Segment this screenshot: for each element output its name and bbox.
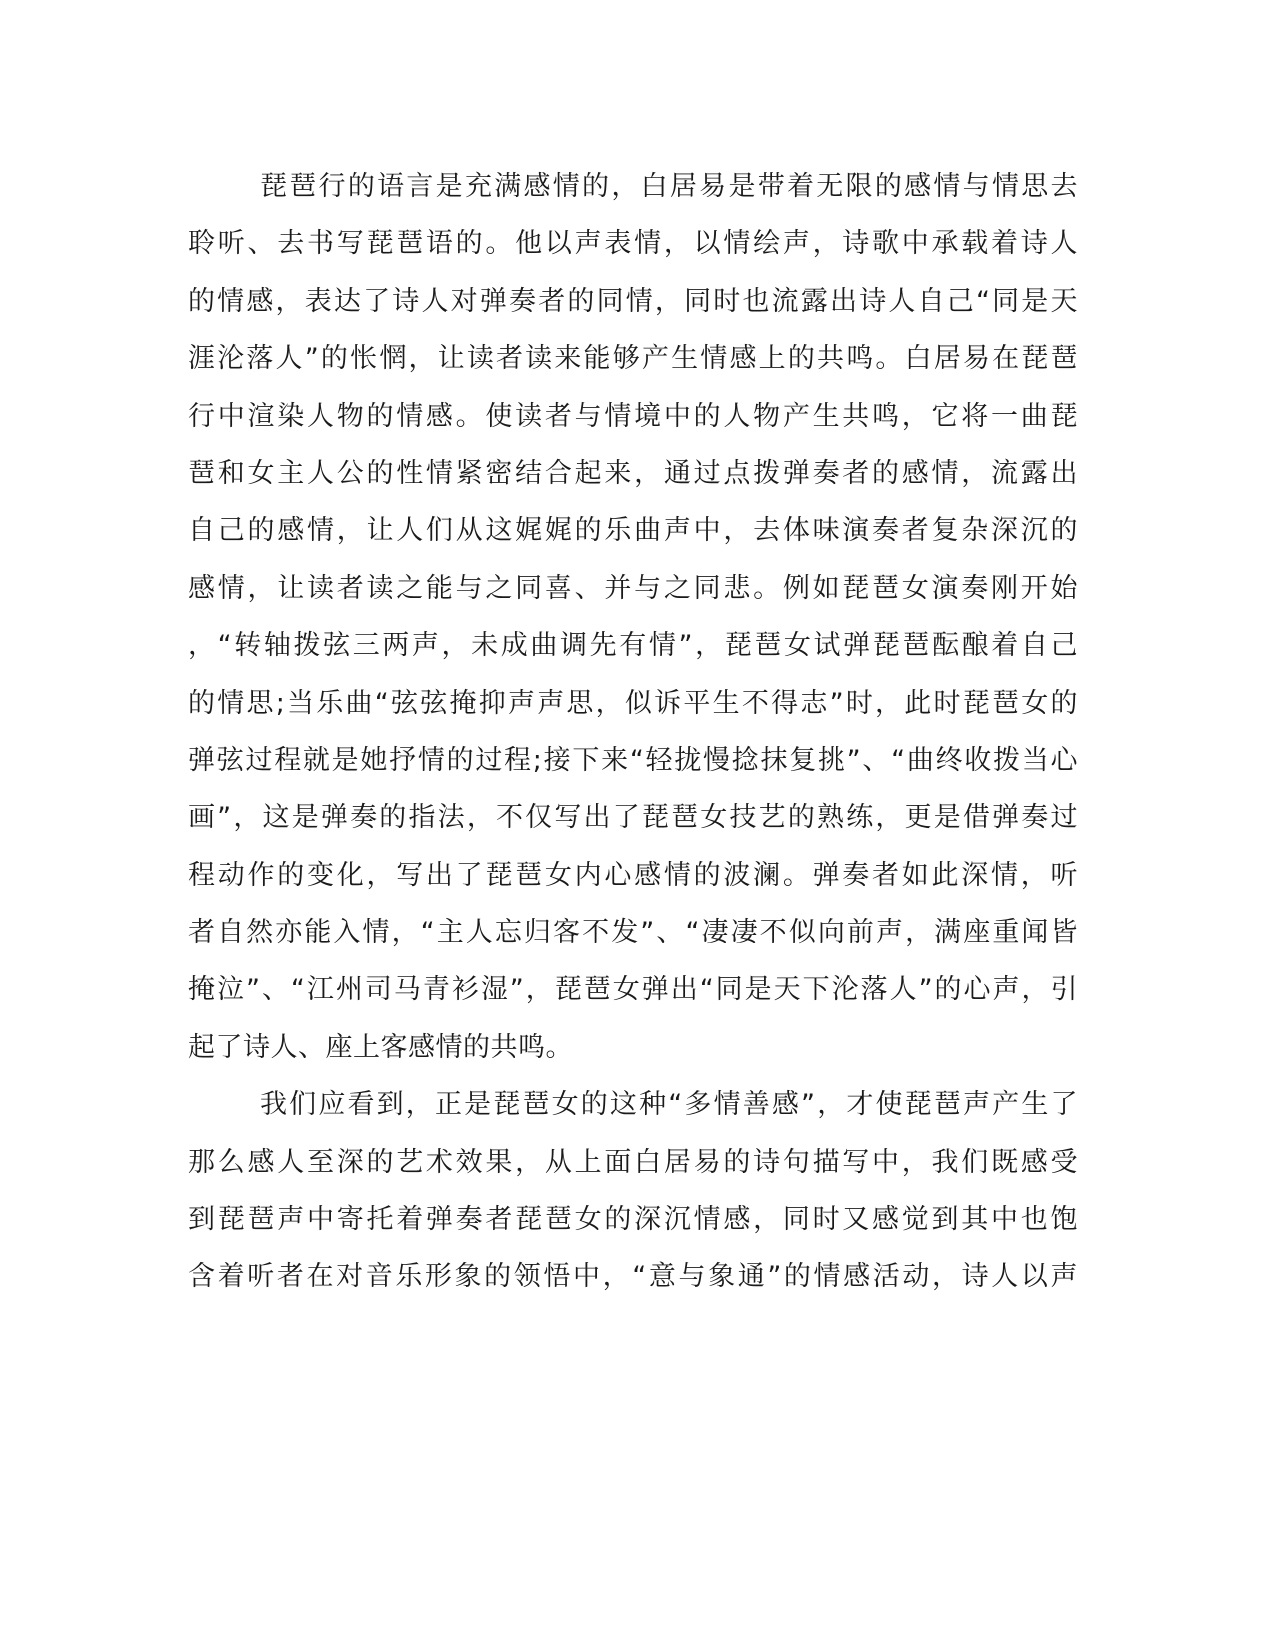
- paragraph-2: [188, 1076, 1078, 1306]
- text-line: 聆听、去书写琵琶语的。他以声表情，以情绘声，诗歌中承载着诗人: [188, 228, 1078, 260]
- document-body: [188, 158, 1078, 1306]
- paragraph-1: [188, 158, 1078, 1076]
- text-line: 涯沦落人”的怅惘，让读者读来能够产生情感上的共鸣。白居易在琵琶: [188, 343, 1078, 375]
- text-line: 掩泣”、“江州司马青衫湿”，琵琶女弹出“同是天下沦落人”的心声，引: [188, 974, 1078, 1006]
- text-line: 感情，让读者读之能与之同喜、并与之同悲。例如琵琶女演奏刚开始: [188, 572, 1078, 604]
- text-line: 的情思;当乐曲“弦弦掩抑声声思，似诉平生不得志”时，此时琵琶女的: [188, 687, 1078, 719]
- text-line: 含着听者在对音乐形象的领悟中，“意与象通”的情感活动，诗人以声: [188, 1261, 1078, 1293]
- text-line: ，“转轴拨弦三两声，未成曲调先有情”，琵琶女试弹琵琶酝酿着自己: [188, 630, 1078, 662]
- text-line: 弹弦过程就是她抒情的过程;接下来“轻拢慢捻抹复挑”、“曲终收拨当心: [188, 744, 1078, 776]
- text-line: 琶和女主人公的性情紧密结合起来，通过点拨弹奏者的感情，流露出: [188, 457, 1078, 489]
- text-line: 者自然亦能入情，“主人忘归客不发”、“凄凄不似向前声，满座重闻皆: [188, 917, 1078, 949]
- text-line: 画”，这是弹奏的指法，不仅写出了琵琶女技艺的熟练，更是借弹奏过: [188, 802, 1078, 834]
- text-line: 琵琶行的语言是充满感情的，白居易是带着无限的感情与情思去: [260, 171, 1078, 202]
- text-line: 行中渲染人物的情感。使读者与情境中的人物产生共鸣，它将一曲琵: [188, 400, 1078, 432]
- text-line: 的情感，表达了诗人对弹奏者的同情，同时也流露出诗人自己“同是天: [188, 285, 1078, 317]
- text-line: 我们应看到，正是琵琶女的这种“多情善感”，才使琵琶声产生了: [260, 1089, 1078, 1121]
- text-line: 到琵琶声中寄托着弹奏者琵琶女的深沉情感，同时又感觉到其中也饱: [188, 1204, 1078, 1236]
- text-line: 程动作的变化，写出了琵琶女内心感情的波澜。弹奏者如此深情，听: [188, 859, 1078, 891]
- text-line: 起了诗人、座上客感情的共鸣。: [188, 1031, 573, 1063]
- text-line: 自己的感情，让人们从这娓娓的乐曲声中，去体味演奏者复杂深沉的: [188, 515, 1078, 547]
- text-line: 那么感人至深的艺术效果，从上面白居易的诗句描写中，我们既感受: [188, 1146, 1078, 1178]
